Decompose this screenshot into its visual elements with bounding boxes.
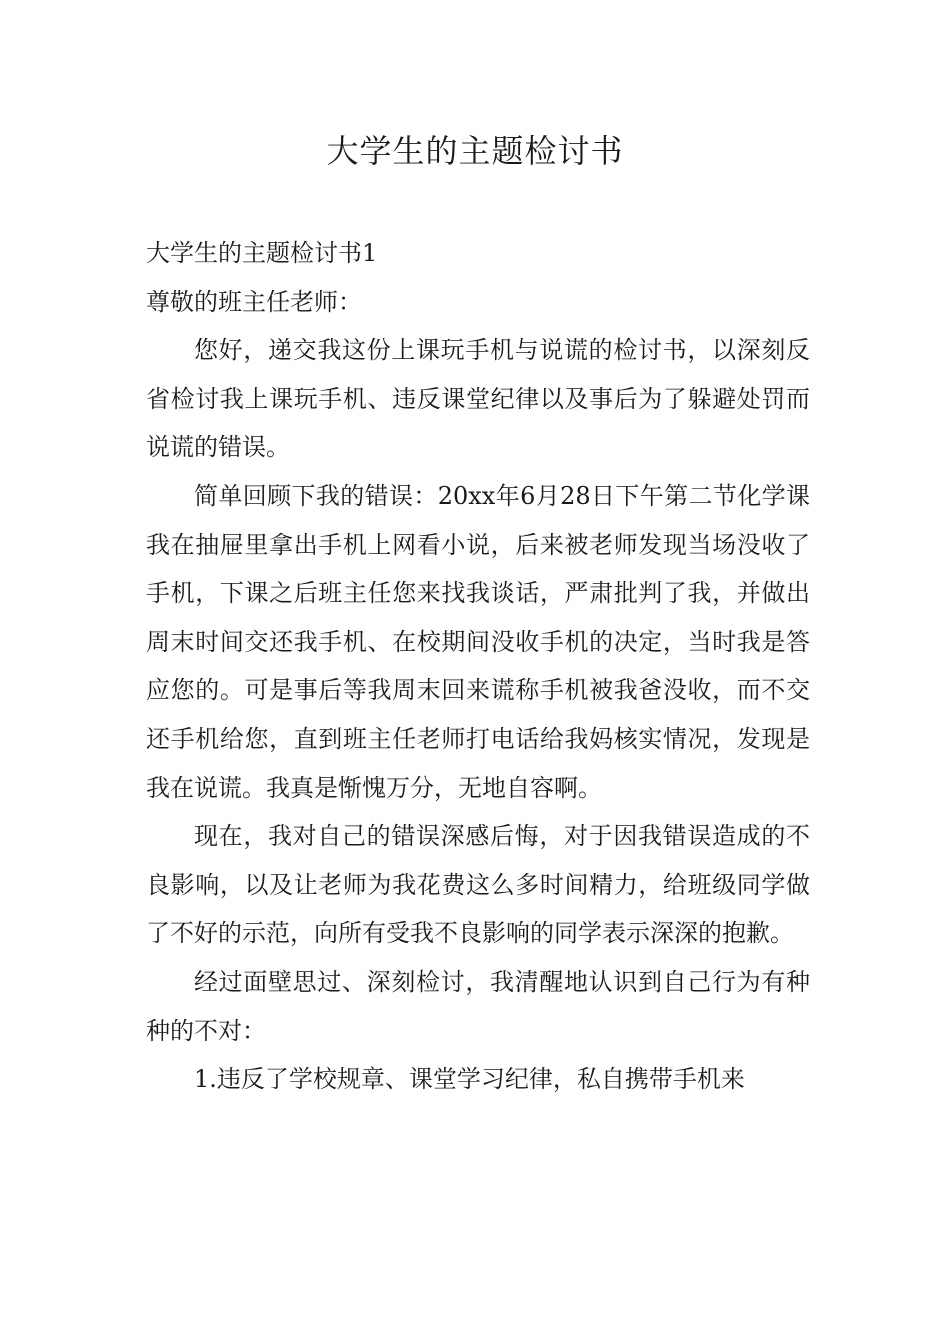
paragraph-intro: 您好，递交我这份上课玩手机与说谎的检讨书，以深刻反省检讨我上课玩手机、违反课堂纪律以及事后为了躲避处罚而说谎的错误。: [146, 336, 810, 462]
section-heading: 大学生的主题检讨书1: [146, 239, 378, 267]
salutation: 尊敬的班主任老师：: [146, 287, 362, 316]
document-title: 大学生的主题检讨书: [326, 132, 624, 170]
paragraph-regret: 现在，我对自己的错误深感后悔，对于因我错误造成的不良影响，以及让老师为我花费这么多时间精力，给班级同学做了不好的示范，向所有受我不良影响的同学表示深深的抱歉。: [146, 822, 810, 948]
paragraph-reflection: 经过面壁思过、深刻检讨，我清醒地认识到自己行为有种种的不对：: [146, 967, 810, 1045]
document-body: [146, 229, 810, 1104]
paragraph-incident: 简单回顾下我的错误：20xx年6月28日下午第二节化学课我在抽屉里拿出手机上网看小说，后来被老师发现当场没收了手机，下课之后班主任您来找我谈话，严肃批判了我，并做出周末时间交还我手机、在校期间没收手机的决定，当时我是答应您的。可是事后等我周末回来谎称手机被我爸没收，而不交还手机给您，直到班主任老师打电话给我妈核实情况，发现是我在说谎。我真是惭愧万分，无地自容啊。: [146, 481, 810, 802]
paragraph-list-item-1: 1.违反了学校规章、课堂学习纪律，私自携带手机来: [194, 1065, 745, 1094]
